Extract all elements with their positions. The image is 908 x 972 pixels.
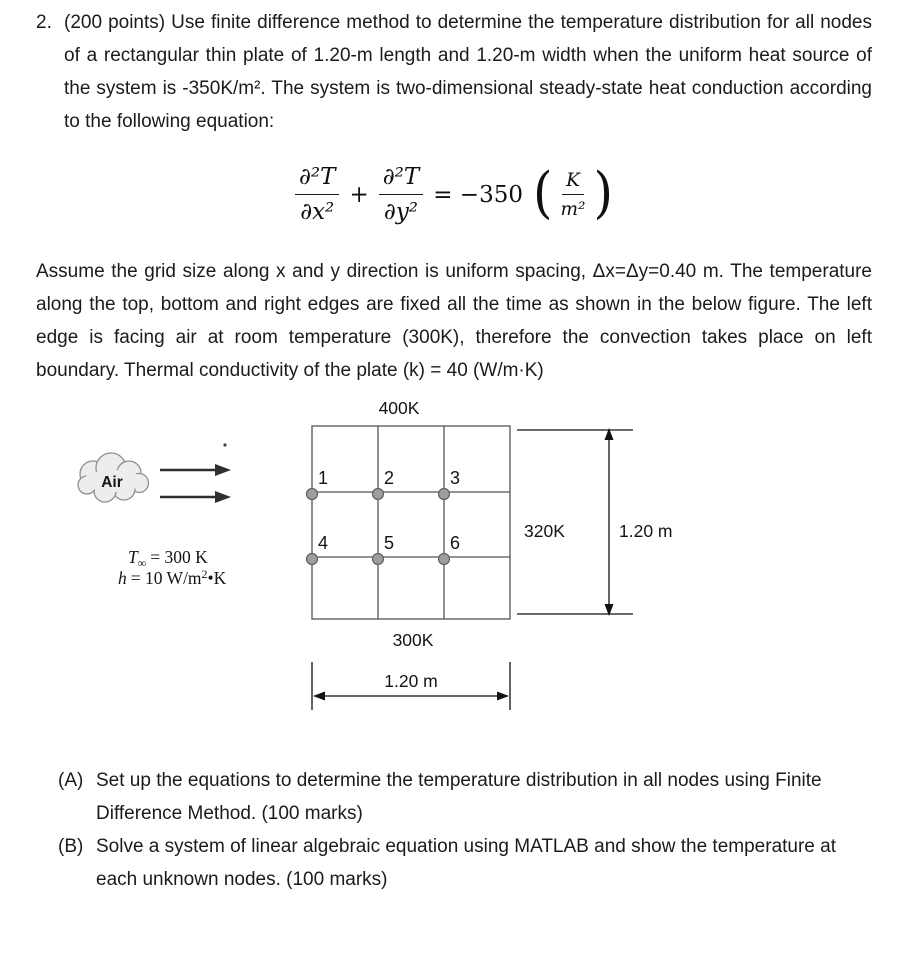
equation-numerator-y: ∂²T: [379, 164, 423, 195]
task-a-label: (A): [58, 770, 84, 791]
equation-rhs: = −350: [433, 181, 523, 208]
governing-equation: [36, 160, 872, 225]
equation-denominator-x: ∂x²: [300, 199, 335, 225]
units-fraction: [561, 170, 586, 220]
task-b-label: (B): [58, 836, 84, 857]
infinity-subscript: ∞: [137, 556, 147, 570]
node-1-label: 1: [318, 468, 329, 488]
node-5-marker: [373, 554, 384, 565]
node-3-marker: [439, 489, 450, 500]
arrowhead-right-icon: [497, 692, 509, 701]
assumptions-paragraph: Assume the grid size along x and y direction is uniform spacing, Δx=Δy=0.40 m. The temperature along the top, bottom and right edges are fixed all the time as shown in the below figure. The left edge is facing air at room temperature (300K), therefore the convection takes place on left boundary. Thermal conductivity of the plate (k) = 40 (W/m·K): [36, 261, 872, 381]
node-3-label: 3: [450, 468, 461, 488]
h-value: = 10 W/m: [130, 568, 202, 588]
t-symbol: T: [128, 547, 138, 567]
arrowhead-left-icon: [313, 692, 325, 701]
node-2-marker: [373, 489, 384, 500]
h-units-tail: •K: [207, 568, 227, 588]
bottom-edge-temperature: 300K: [392, 630, 434, 650]
plate-grid: [312, 426, 510, 619]
task-b: [36, 830, 872, 896]
node-6-marker: [439, 554, 450, 565]
equation-numerator-x: ∂²T: [295, 164, 339, 195]
problem-statement: [36, 6, 872, 138]
problem-number: 2.: [36, 12, 52, 33]
laplacian-x-term: [295, 164, 339, 225]
height-dimension-label: 1.20 m: [619, 521, 673, 541]
air-cloud-icon: [78, 453, 149, 502]
node-4-marker: [307, 554, 318, 565]
right-edge-temperature: 320K: [524, 521, 565, 541]
problem-intro-text: (200 points) Use finite difference method to determine the temperature distribution for all nodes of a rectangular thin plate of 1.20-m length and 1.20-m width when the uniform heat source of the system is -350K/m². The system is two-dimensional steady-state heat conduction according to the following equation:: [64, 12, 872, 132]
task-a: [36, 764, 872, 830]
h-superscript: 2: [201, 567, 208, 581]
equation-denominator-y: ∂y²: [383, 199, 419, 225]
air-label: Air: [101, 474, 123, 491]
figure: [36, 399, 872, 740]
airflow-arrows-icon: [160, 464, 231, 503]
h-symbol: h: [118, 568, 127, 588]
top-edge-temperature: 400K: [378, 399, 420, 418]
plate-figure: [36, 399, 872, 729]
units-denominator: m²: [560, 198, 586, 220]
laplacian-y-term: [379, 164, 423, 225]
width-dimension-label: 1.20 m: [384, 671, 438, 691]
left-paren: (: [532, 160, 553, 225]
convection-coefficient-label: [118, 567, 227, 588]
units-numerator: K: [562, 170, 584, 195]
right-paren: ): [593, 160, 613, 225]
t-value: = 300 K: [150, 547, 208, 567]
node-5-label: 5: [384, 533, 395, 553]
node-1-marker: [307, 489, 318, 500]
task-a-text: Set up the equations to determine the temperature distribution in all nodes using Finite Difference Method. (100 marks): [96, 770, 822, 824]
task-b-text: Solve a system of linear algebraic equation using MATLAB and show the temperature at each unknown nodes. (100 marks): [96, 836, 836, 890]
stray-period-dot: [223, 443, 226, 446]
node-2-label: 2: [384, 468, 395, 488]
node-4-label: 4: [318, 533, 329, 553]
task-list: [36, 764, 872, 896]
plus-operator: +: [349, 181, 369, 208]
node-6-label: 6: [450, 533, 461, 553]
ambient-temperature-label: [128, 547, 208, 570]
